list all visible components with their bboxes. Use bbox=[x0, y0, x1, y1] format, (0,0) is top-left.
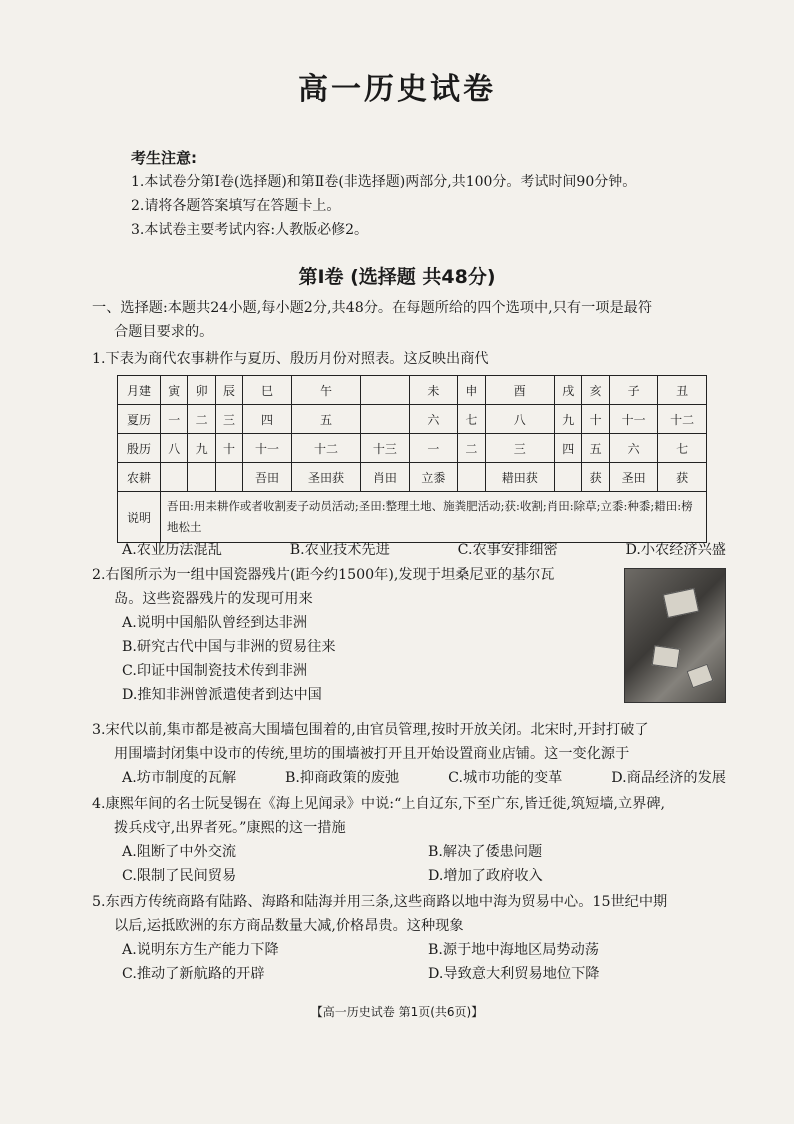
question-text: 2.右图所示为一组中国瓷器残片(距今约1500年),发现于坦桑尼亚的基尔瓦 bbox=[92, 567, 555, 583]
table-cell: 立黍 bbox=[409, 463, 457, 492]
table-row bbox=[118, 492, 707, 543]
option-a[interactable]: A.阻断了中外交流 bbox=[122, 844, 237, 860]
question-text: 5.东西方传统商路有陆路、海路和陆海并用三条,这些商路以地中海为贸易中心。15世纪中期 bbox=[92, 894, 668, 910]
option-b[interactable]: B.抑商政策的废弛 bbox=[285, 770, 400, 786]
table-cell: 获 bbox=[658, 463, 707, 492]
table-cell: 十 bbox=[582, 405, 609, 434]
table-cell: 一 bbox=[409, 434, 457, 463]
table-row bbox=[118, 405, 707, 434]
shard bbox=[663, 588, 699, 618]
table-cell: 圣田获 bbox=[291, 463, 361, 492]
option-b[interactable]: B.研究古代中国与非洲的贸易往来 bbox=[122, 639, 336, 655]
table-cell bbox=[555, 463, 582, 492]
table-cell: 十三 bbox=[361, 434, 409, 463]
table-cell: 三 bbox=[485, 434, 555, 463]
shard bbox=[652, 645, 681, 668]
option-a[interactable]: A.农业历法混乱 bbox=[122, 542, 222, 558]
table-cell: 耤田获 bbox=[485, 463, 555, 492]
instructions-line: 一、选择题:本题共24小题,每小题2分,共48分。在每题所给的四个选项中,只有一项是最符 bbox=[92, 300, 653, 316]
table-cell: 七 bbox=[658, 434, 707, 463]
table-cell: 辰 bbox=[215, 376, 242, 405]
table-cell: 申 bbox=[458, 376, 485, 405]
row-header: 说明 bbox=[118, 492, 161, 543]
section-title: 第Ⅰ卷 (选择题 共48分) bbox=[298, 266, 496, 288]
table-cell: 卯 bbox=[188, 376, 215, 405]
table-row bbox=[118, 434, 707, 463]
question-2 bbox=[92, 563, 622, 707]
table-cell: 丑 bbox=[658, 376, 707, 405]
table-cell bbox=[161, 463, 188, 492]
option-d[interactable]: D.商品经济的发展 bbox=[611, 770, 726, 786]
notice-item: 1.本试卷分第Ⅰ卷(选择题)和第Ⅱ卷(非选择题)两部分,共100分。考试时间90分钟。 bbox=[131, 174, 637, 190]
table-cell: 圣田 bbox=[609, 463, 657, 492]
option-d[interactable]: D.推知非洲曾派遣使者到达中国 bbox=[122, 687, 322, 703]
table-cell bbox=[215, 463, 242, 492]
table-row bbox=[118, 376, 707, 405]
section-instructions bbox=[92, 296, 732, 344]
table-cell: 十一 bbox=[609, 405, 657, 434]
question-text: 3.宋代以前,集市都是被高大围墙包围着的,由官员管理,按时开放关闭。北宋时,开封打破了 bbox=[92, 722, 649, 738]
question-text: 岛。这些瓷器残片的发现可用来 bbox=[114, 591, 313, 607]
question-text: 用围墙封闭集中设市的传统,里坊的围墙被打开且开始设置商业店铺。这一变化源于 bbox=[114, 746, 630, 762]
table-cell: 三 bbox=[215, 405, 242, 434]
table-cell: 十二 bbox=[291, 434, 361, 463]
table-cell: 九 bbox=[188, 434, 215, 463]
table-cell: 获 bbox=[582, 463, 609, 492]
question-1-stem bbox=[92, 347, 732, 371]
table-cell: 子 bbox=[609, 376, 657, 405]
notice-item: 2.请将各题答案填写在答题卡上。 bbox=[131, 198, 341, 214]
question-text: 以后,运抵欧洲的东方商品数量大减,价格昂贵。这种现象 bbox=[114, 918, 464, 934]
option-c[interactable]: C.限制了民间贸易 bbox=[122, 868, 237, 884]
question-text: 拨兵戍守,出界者死。”康熙的这一措施 bbox=[114, 820, 346, 836]
table-cell: 八 bbox=[161, 434, 188, 463]
instructions-line: 合题目要求的。 bbox=[114, 324, 214, 340]
row-header: 夏历 bbox=[118, 405, 161, 434]
shard bbox=[687, 664, 714, 688]
table-cell bbox=[361, 405, 409, 434]
table-cell: 九 bbox=[555, 405, 582, 434]
table-cell: 五 bbox=[582, 434, 609, 463]
exam-title: 高一历史试卷 bbox=[298, 72, 496, 107]
option-a[interactable]: A.说明东方生产能力下降 bbox=[122, 942, 279, 958]
question-text: 1.下表为商代农事耕作与夏历、殷历月份对照表。这反映出商代 bbox=[92, 351, 489, 367]
table-cell: 一 bbox=[161, 405, 188, 434]
row-header: 月建 bbox=[118, 376, 161, 405]
option-d[interactable]: D.导致意大利贸易地位下降 bbox=[428, 966, 600, 982]
table-cell: 戌 bbox=[555, 376, 582, 405]
table-cell: 十二 bbox=[658, 405, 707, 434]
option-a[interactable]: A.说明中国船队曾经到达非洲 bbox=[122, 615, 308, 631]
option-d[interactable]: D.小农经济兴盛 bbox=[625, 542, 726, 558]
table-cell: 十一 bbox=[243, 434, 291, 463]
question-5 bbox=[92, 890, 732, 986]
table-cell: 吾田 bbox=[243, 463, 291, 492]
table-cell: 十 bbox=[215, 434, 242, 463]
table-cell: 七 bbox=[458, 405, 485, 434]
table-cell bbox=[361, 376, 409, 405]
row-header: 殷历 bbox=[118, 434, 161, 463]
question-4 bbox=[92, 792, 732, 888]
table-cell: 二 bbox=[458, 434, 485, 463]
option-d[interactable]: D.增加了政府收入 bbox=[428, 868, 543, 884]
option-a[interactable]: A.坊市制度的瓦解 bbox=[122, 770, 237, 786]
table-cell: 肖田 bbox=[361, 463, 409, 492]
page-footer: 【高一历史试卷 第1页(共6页)】 bbox=[310, 1005, 484, 1019]
question-1-options bbox=[92, 538, 732, 562]
table-cell: 六 bbox=[609, 434, 657, 463]
table-cell: 八 bbox=[485, 405, 555, 434]
table-row bbox=[118, 463, 707, 492]
table-cell: 巳 bbox=[243, 376, 291, 405]
notice-item: 3.本试卷主要考试内容:人教版必修2。 bbox=[131, 222, 368, 238]
table-cell: 未 bbox=[409, 376, 457, 405]
option-c[interactable]: C.城市功能的变革 bbox=[448, 770, 563, 786]
porcelain-shards-photo bbox=[624, 568, 726, 703]
table-cell: 午 bbox=[291, 376, 361, 405]
table-cell bbox=[188, 463, 215, 492]
table-cell: 五 bbox=[291, 405, 361, 434]
option-b[interactable]: B.农业技术先进 bbox=[289, 542, 390, 558]
option-c[interactable]: C.农事安排细密 bbox=[457, 542, 558, 558]
table-cell: 四 bbox=[555, 434, 582, 463]
table-cell: 酉 bbox=[485, 376, 555, 405]
option-b[interactable]: B.解决了倭患问题 bbox=[428, 844, 543, 860]
candidate-notice bbox=[131, 146, 636, 242]
option-c[interactable]: C.推动了新航路的开辟 bbox=[122, 966, 265, 982]
table-cell: 二 bbox=[188, 405, 215, 434]
option-c[interactable]: C.印证中国制瓷技术传到非洲 bbox=[122, 663, 308, 679]
notice-heading: 考生注意: bbox=[131, 149, 197, 167]
option-b[interactable]: B.源于地中海地区局势动荡 bbox=[428, 942, 599, 958]
table-cell bbox=[458, 463, 485, 492]
table-note: 吾田:用耒耕作或者收割麦子动员活动;圣田:整理土地、施粪肥活动;获:收割;肖田:除草;立黍:种黍;耤田:榜地松土 bbox=[161, 492, 707, 543]
table-cell: 六 bbox=[409, 405, 457, 434]
table-cell: 四 bbox=[243, 405, 291, 434]
row-header: 农耕 bbox=[118, 463, 161, 492]
table-cell: 亥 bbox=[582, 376, 609, 405]
calendar-table bbox=[117, 375, 707, 543]
question-3 bbox=[92, 718, 732, 790]
table-cell: 寅 bbox=[161, 376, 188, 405]
question-text: 4.康熙年间的名士阮旻锡在《海上见闻录》中说:“上自辽东,下至广东,皆迁徙,筑短墙,立界碑, bbox=[92, 796, 666, 812]
